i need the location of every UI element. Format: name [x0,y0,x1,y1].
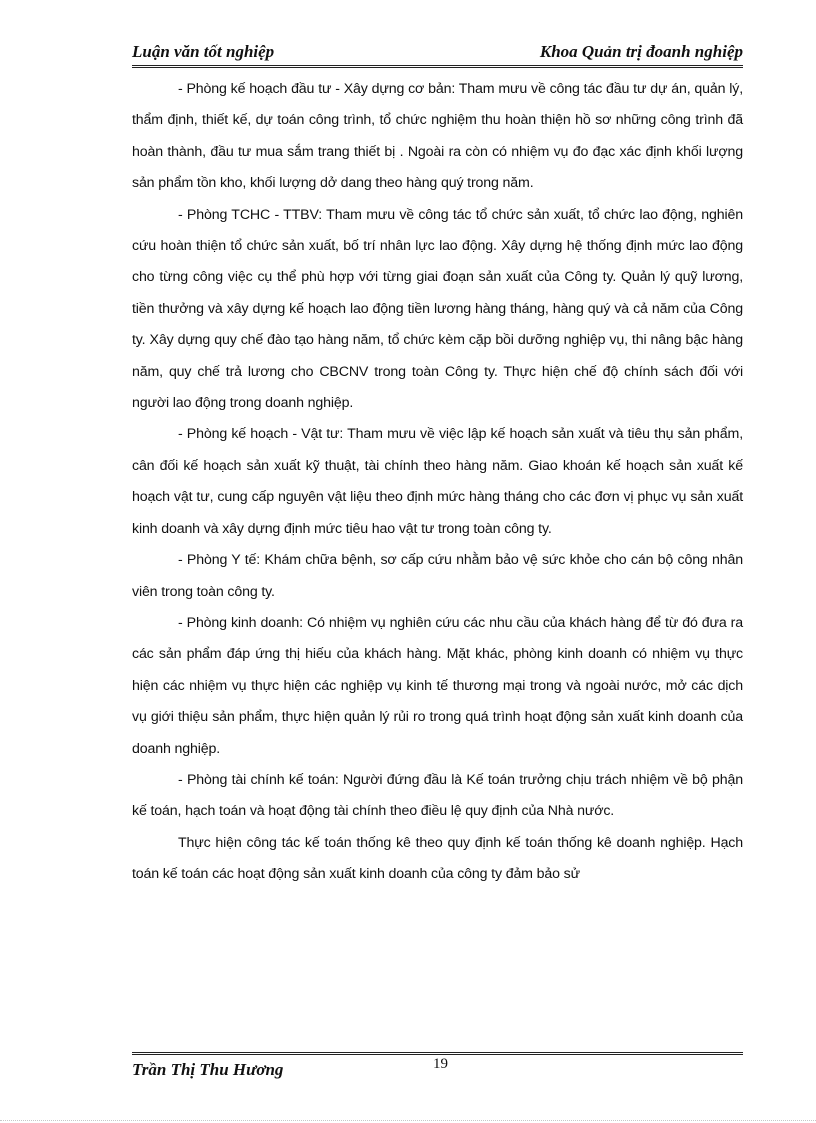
paragraph-medical: - Phòng Y tế: Khám chữa bệnh, sơ cấp cứu nhằm bảo vệ sức khỏe cho cán bộ công nhân viên trong toàn công ty. [132,552,743,600]
header-faculty: Khoa Quản trị đoanh nghiệp [539,42,743,61]
paragraph-planning-materials: - Phòng kế hoạch - Vật tư: Tham mưu về việc lập kế hoạch sản xuất và tiêu thụ sản phẩm, cân đối kế hoạch sản xuất kỹ thuật, tài chính theo hàng năm. Giao khoán kế hoạch sản xuất kế hoạch vật tư, cung cấp nguyên vật liệu theo định mức hàng tháng cho các đơn vị phục vụ sản xuất kinh doanh và xây dựng định mức tiêu hao vật tư trong toàn công ty. [132,426,743,537]
header-thesis-title: Luận văn tốt nghiệp [132,42,275,61]
paragraph-business: - Phòng kinh doanh: Có nhiệm vụ nghiên cứu các nhu cầu của khách hàng để từ đó đưa ra các sản phẩm đáp ứng thị hiếu của khách hàng. Mặt khác, phòng kinh doanh có nhiệm vụ thực hiện các nhiệm vụ thực hiện các nghiệp vụ kinh tế thương mại trong và ngoài nước, mở các dịch vụ giới thiệu sản phẩm, thực hiện quản lý rủi ro trong quá trình hoạt động sản xuất kinh doanh của doanh nghiệp. [132,614,743,757]
paragraph-planning-investment: - Phòng kế hoạch đầu tư - Xây dựng cơ bản: Tham mưu về công tác đầu tư dự án, quản lý, thẩm định, thiết kế, dự toán công trình, tổ chức nghiệm thu hoàn thiện hồ sơ những công trình đã hoàn thành, đầu tư mua sắm trang thiết bị . Ngoài ra còn có nhiệm vụ đo đạc xác định khối lượng sản phẩm tồn kho, khối lượng dở dang theo hàng quý trong năm. [132,81,743,192]
footer-author: Trần Thị Thu Hương [132,1060,284,1079]
page-number: 19 [433,1056,448,1072]
paragraph-tchc-ttbv: - Phòng TCHC - TTBV: Tham mưu về công tác tổ chức sản xuất, tổ chức lao động, nghiên cứu hoàn thiện tổ chức sản xuất, bố trí nhân lực lao động. Xây dựng hệ thống định mức lao động cho từng công việc cụ thể phù hợp với từng giai đoạn sản xuất của Công ty. Quản lý quỹ lương, tiền thưởng và xây dựng kế hoạch lao động tiền lương hàng tháng, hàng quý và cả năm của Công ty. Xây dựng quy chế đào tạo hàng năm, tổ chức kèm cặp bồi dưỡng nghiệp vụ, thi nâng bậc hàng năm, quy chế trả lương cho CBCNV trong toàn Công ty. Thực hiện chế độ chính sách đối với người lao động trong doanh nghiệp. [132,206,743,412]
footer-divider [132,1052,743,1055]
paragraph-accounting-tasks: Thực hiện công tác kế toán thống kê theo quy định kế toán thống kê doanh nghiệp. Hạch toán kế toán các hoạt động sản xuất kinh doanh của công ty đảm bảo sử [132,834,743,883]
document-body [132,74,743,891]
page-header [132,40,743,66]
paragraph-finance-accounting: - Phòng tài chính kế toán: Người đứng đầu là Kế toán trưởng chịu trách nhiệm về bộ phận kế toán, hạch toán và hoạt động tài chính theo điều lệ quy định của Nhà nước. [132,771,743,820]
page-edge-divider [0,1120,816,1121]
header-divider [132,65,743,68]
